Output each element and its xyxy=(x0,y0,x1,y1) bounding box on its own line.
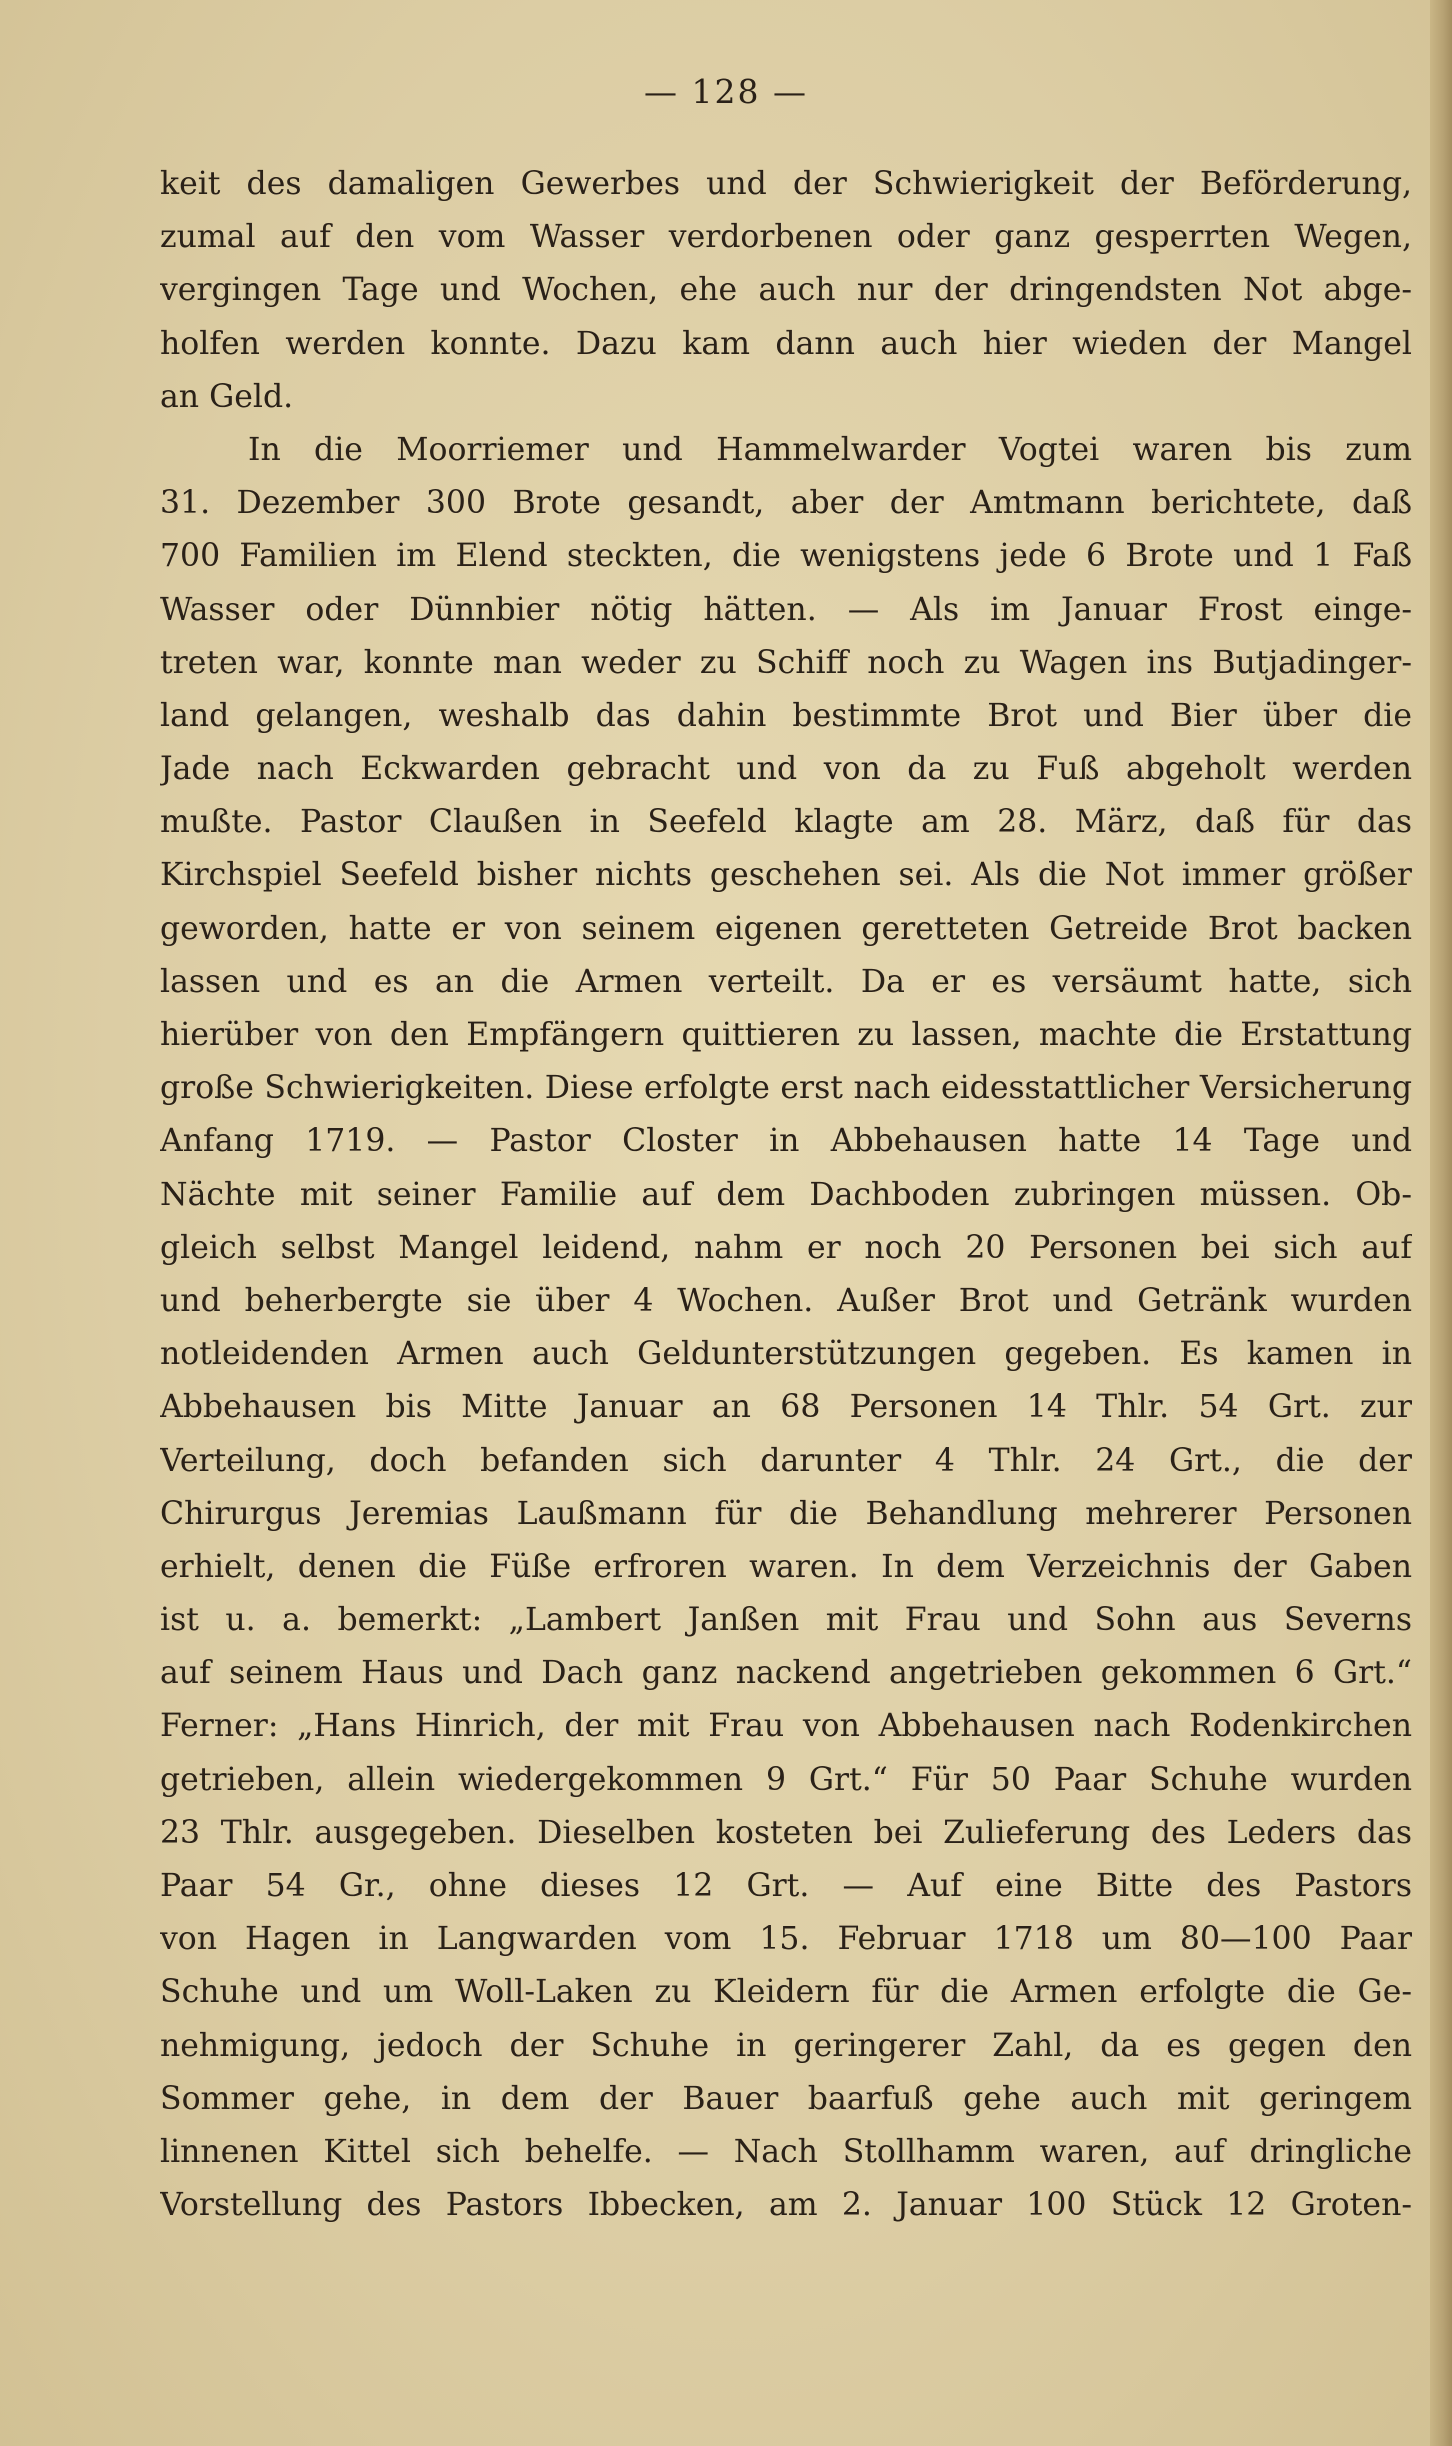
text-line: Ferner: „Hans Hinrich, der mit Frau von Abbehausen nach Rodenkirchen xyxy=(160,1708,1412,1745)
text-line: land gelangen, weshalb das dahin bestimmte Brot und Bier über die xyxy=(160,697,1412,734)
body-text xyxy=(160,158,1412,2232)
text-line: 31. Dezember 300 Brote gesandt, aber der Amtmann berichtete, daß xyxy=(160,485,1412,522)
text-line: keit des damaligen Gewerbes und der Schwierigkeit der Beförderung, xyxy=(160,166,1412,202)
page-edge xyxy=(1430,0,1452,2446)
text-line: ist u. a. bemerkt: „Lambert Janßen mit Frau und Sohn aus Severns xyxy=(160,1602,1412,1639)
text-line: Wasser oder Dünnbier nötig hätten. — Als im Januar Frost einge- xyxy=(160,591,1412,628)
text-line: und beherbergte sie über 4 Wochen. Außer Brot und Getränk wurden xyxy=(160,1282,1412,1319)
text-line: getrieben, allein wiedergekommen 9 Grt.“ Für 50 Paar Schuhe wurden xyxy=(160,1761,1412,1798)
text-line: Chirurgus Jeremias Laußmann für die Behandlung mehrerer Personen xyxy=(160,1495,1412,1532)
text-line: Schuhe und um Woll-Laken zu Kleidern für die Armen erfolgte die Ge- xyxy=(160,1974,1412,2011)
text-line: linnenen Kittel sich behelfe. — Nach Stollhamm waren, auf dringliche xyxy=(160,2133,1412,2170)
text-line: nehmigung, jedoch der Schuhe in geringerer Zahl, da es gegen den xyxy=(160,2027,1412,2064)
text-line: mußte. Pastor Claußen in Seefeld klagte am 28. März, daß für das xyxy=(160,804,1412,841)
text-line: auf seinem Haus und Dach ganz nackend angetrieben gekommen 6 Grt.“ xyxy=(160,1655,1412,1692)
text-line: vergingen Tage und Wochen, ehe auch nur der dringendsten Not abge- xyxy=(160,272,1412,309)
text-line: Abbehausen bis Mitte Januar an 68 Personen 14 Thlr. 54 Grt. zur xyxy=(160,1389,1412,1426)
text-line: Verteilung, doch befanden sich darunter 4 Thlr. 24 Grt., die der xyxy=(160,1442,1412,1479)
text-line: treten war, konnte man weder zu Schiff noch zu Wagen ins Butjadinger- xyxy=(160,644,1412,681)
text-line: 23 Thlr. ausgegeben. Dieselben kosteten bei Zulieferung des Leders das xyxy=(160,1814,1412,1851)
text-line: In die Moorriemer und Hammelwarder Vogtei waren bis zum xyxy=(248,431,1412,468)
text-line: Vorstellung des Pastors Ibbecken, am 2. Januar 100 Stück 12 Groten- xyxy=(160,2187,1412,2224)
text-line: notleidenden Armen auch Geldunterstützungen gegeben. Es kamen in xyxy=(160,1336,1412,1373)
text-line: zumal auf den vom Wasser verdorbenen oder ganz gesperrten Wegen, xyxy=(160,219,1412,256)
text-line: Anfang 1719. — Pastor Closter in Abbehausen hatte 14 Tage und xyxy=(160,1123,1412,1160)
page-number: — 128 — xyxy=(644,72,808,111)
text-line: erhielt, denen die Füße erfroren waren. In dem Verzeichnis der Gaben xyxy=(160,1548,1412,1585)
text-line: geworden, hatte er von seinem eigenen geretteten Getreide Brot backen xyxy=(160,910,1412,947)
text-line: Jade nach Eckwarden gebracht und von da zu Fuß abgeholt werden xyxy=(160,751,1412,788)
text-line: hierüber von den Empfängern quittieren zu lassen, machte die Erstattung xyxy=(160,1017,1412,1053)
text-line: an Geld. xyxy=(160,378,294,415)
text-line: holfen werden konnte. Dazu kam dann auch hier wieden der Mangel xyxy=(160,325,1412,362)
text-line: gleich selbst Mangel leidend, nahm er noch 20 Personen bei sich auf xyxy=(160,1229,1412,1266)
text-line: 700 Familien im Elend steckten, die wenigstens jede 6 Brote und 1 Faß xyxy=(160,538,1412,575)
text-line: lassen und es an die Armen verteilt. Da er es versäumt hatte, sich xyxy=(160,963,1412,1000)
text-line: Sommer gehe, in dem der Bauer baarfuß gehe auch mit geringem xyxy=(160,2080,1412,2117)
text-line: große Schwierigkeiten. Diese erfolgte erst nach eidesstattlicher Versicherung xyxy=(160,1070,1412,1107)
text-line: von Hagen in Langwarden vom 15. Februar 1718 um 80—100 Paar xyxy=(160,1921,1412,1958)
text-line: Kirchspiel Seefeld bisher nichts geschehen sei. Als die Not immer größer xyxy=(160,857,1412,894)
text-line: Nächte mit seiner Familie auf dem Dachboden zubringen müssen. Ob- xyxy=(160,1176,1412,1213)
text-line: Paar 54 Gr., ohne dieses 12 Grt. — Auf eine Bitte des Pastors xyxy=(160,1868,1412,1904)
